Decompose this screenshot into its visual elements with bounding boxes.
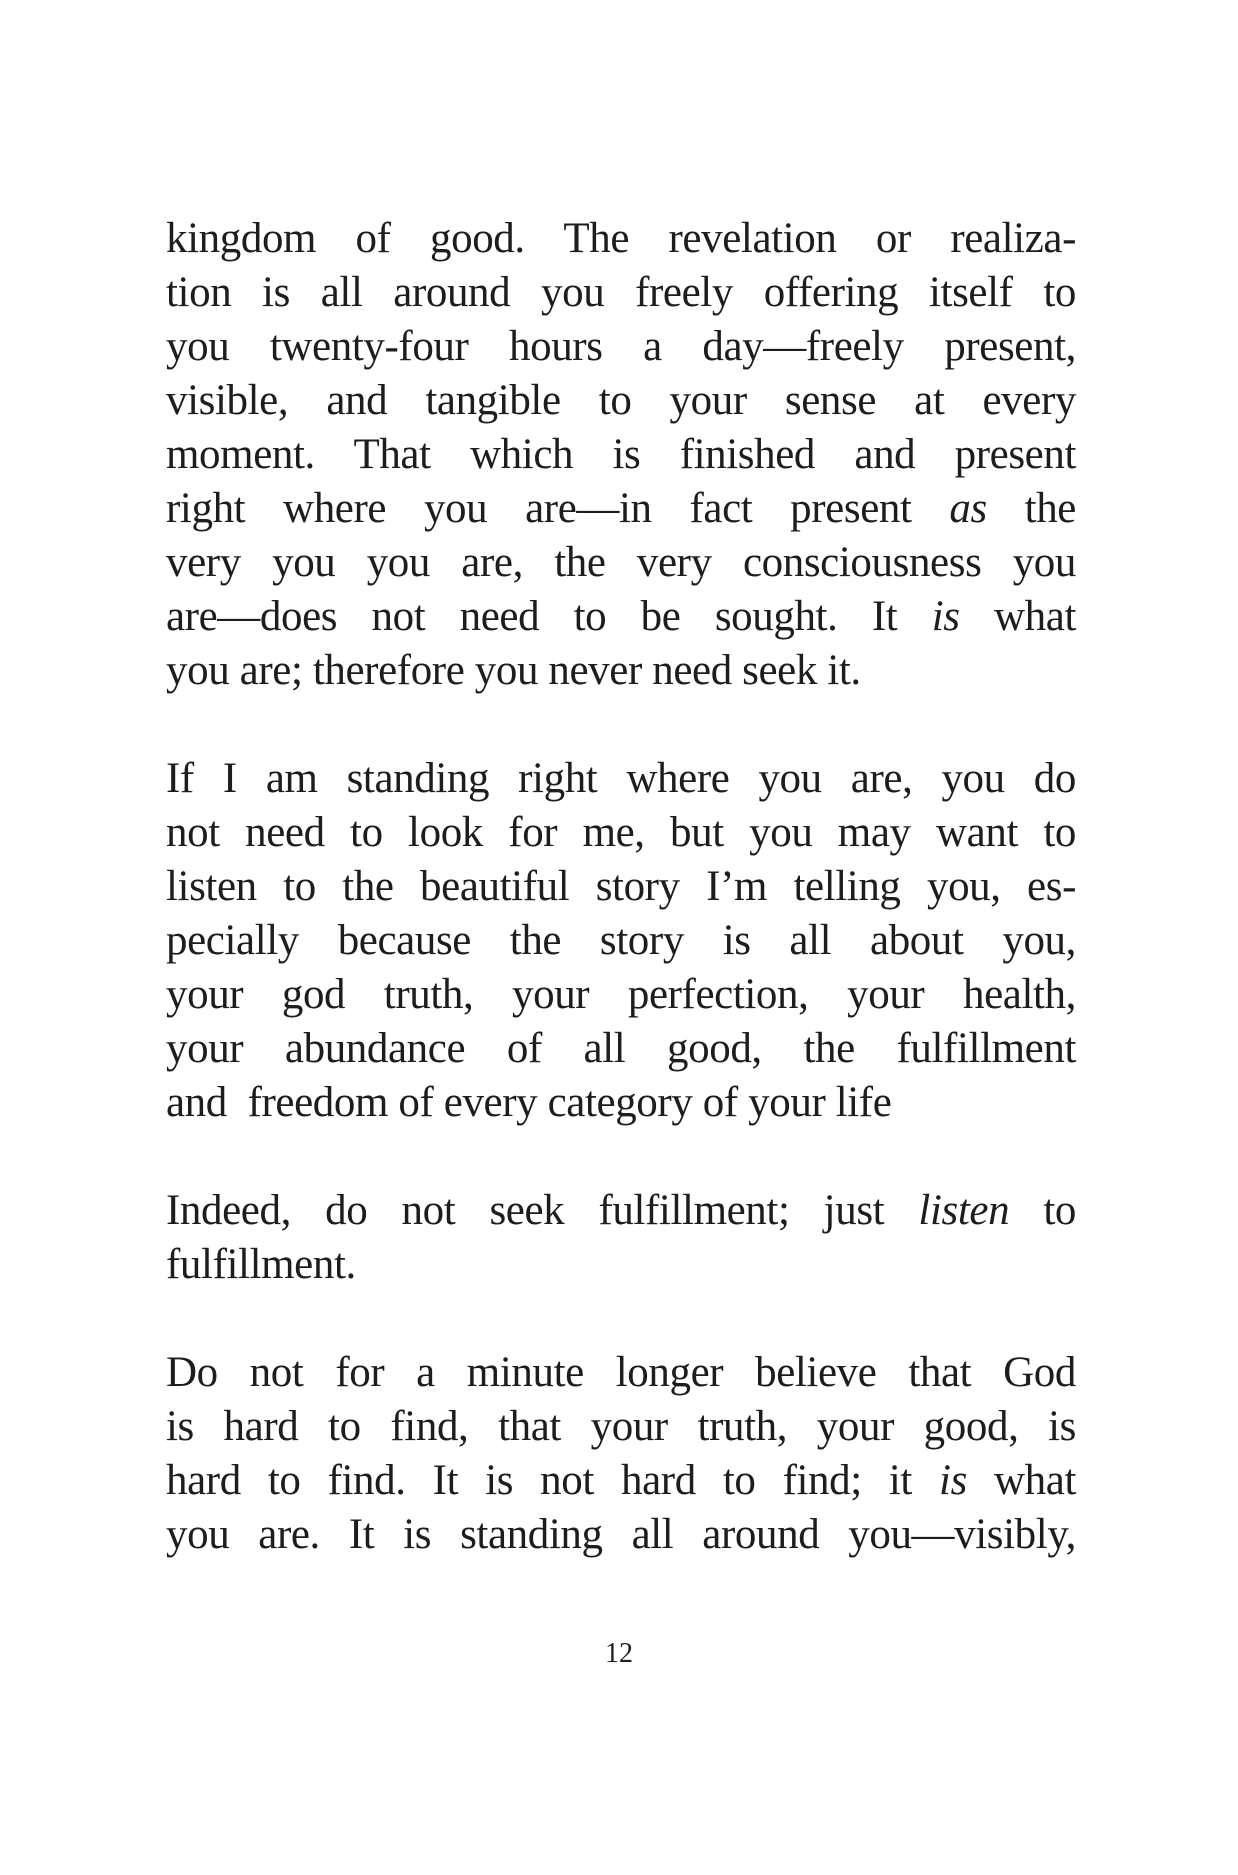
text-segment: listen to the beautiful story I’m telling you, es-: [166, 863, 1076, 910]
text-line: [166, 374, 1076, 428]
italic-emphasis: is: [939, 1457, 967, 1504]
text-segment: your abundance of all good, the fulfillment: [166, 1025, 1076, 1072]
paragraph-gap: [166, 1292, 1076, 1346]
text-line: [166, 536, 1076, 590]
text-line: [166, 1400, 1076, 1454]
text-line: [166, 644, 1076, 698]
text-segment: is hard to find, that your truth, your good, is: [166, 1403, 1076, 1450]
body-text: [166, 212, 1076, 1562]
text-line: [166, 266, 1076, 320]
text-segment: visible, and tangible to your sense at every: [166, 377, 1076, 424]
text-segment: right where you are—in fact present: [166, 485, 950, 532]
text-line: [166, 1022, 1076, 1076]
italic-emphasis: as: [949, 485, 987, 532]
text-segment: kingdom of good. The revelation or realiza-: [166, 215, 1076, 262]
text-segment: and freedom of every category of your life: [166, 1079, 892, 1126]
paragraph: [166, 1184, 1076, 1292]
text-line: [166, 482, 1076, 536]
text-segment: you are. It is standing all around you—visibly,: [166, 1511, 1076, 1558]
text-line: [166, 914, 1076, 968]
text-segment: you are; therefore you never need seek it.: [166, 647, 861, 694]
text-line: [166, 806, 1076, 860]
text-segment: If I am standing right where you are, you do: [166, 755, 1076, 802]
text-line: [166, 590, 1076, 644]
text-segment: your god truth, your perfection, your health,: [166, 971, 1076, 1018]
text-line: [166, 1454, 1076, 1508]
text-segment: Do not for a minute longer believe that God: [166, 1349, 1076, 1396]
text-line: [166, 860, 1076, 914]
text-line: [166, 968, 1076, 1022]
italic-emphasis: is: [931, 593, 960, 640]
text-segment: tion is all around you freely offering itself to: [166, 269, 1076, 316]
text-segment: pecially because the story is all about you,: [166, 917, 1076, 964]
paragraph-gap: [166, 698, 1076, 752]
text-line: [166, 320, 1076, 374]
text-line: [166, 212, 1076, 266]
text-line: [166, 428, 1076, 482]
text-segment: fulfillment.: [166, 1241, 356, 1288]
text-segment: what: [966, 1457, 1076, 1504]
text-line: [166, 1238, 1076, 1292]
paragraph: [166, 212, 1076, 698]
text-line: [166, 1346, 1076, 1400]
paragraph-gap: [166, 1130, 1076, 1184]
text-line: [166, 1184, 1076, 1238]
text-segment: what: [959, 593, 1076, 640]
text-segment: hard to find. It is not hard to find; it: [166, 1457, 940, 1504]
page-number: 12: [605, 1638, 633, 1669]
text-segment: Indeed, do not seek fulfillment; just: [166, 1187, 919, 1234]
text-segment: the: [986, 485, 1076, 532]
text-line: [166, 752, 1076, 806]
italic-emphasis: listen: [918, 1187, 1010, 1234]
paragraph: [166, 1346, 1076, 1562]
text-segment: you twenty-four hours a day—freely present,: [166, 323, 1076, 370]
text-segment: to: [1009, 1187, 1077, 1234]
text-segment: very you you are, the very consciousness you: [166, 539, 1076, 586]
text-segment: not need to look for me, but you may want to: [166, 809, 1076, 856]
text-segment: moment. That which is finished and present: [166, 431, 1076, 478]
text-segment: are—does not need to be sought. It: [166, 593, 932, 640]
text-line: [166, 1076, 1076, 1130]
text-line: [166, 1508, 1076, 1562]
paragraph: [166, 752, 1076, 1130]
